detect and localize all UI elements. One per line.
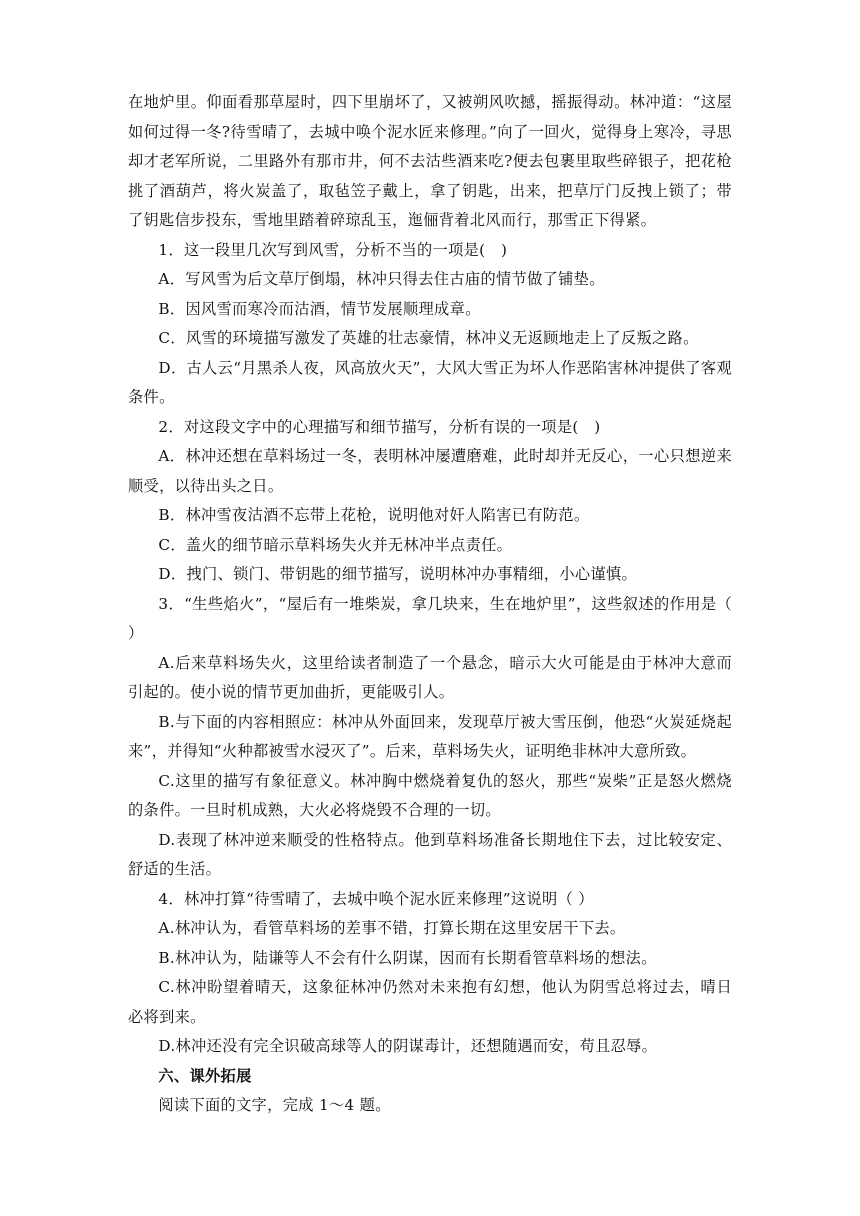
- question-2-option-a: A．林冲还想在草料场过一冬，表明林冲屡遭磨难，此时却并无反心，一心只想逆来顺受，以待出头之日。: [128, 447, 732, 495]
- question-4-option-d: D.林冲还没有完全识破高球等人的阴谋毒计，还想随遇而安，苟且忍辱。: [158, 1037, 658, 1055]
- section-heading: 六、课外拓展: [158, 1066, 252, 1085]
- question-3-option-a: A.后来草料场失火，这里给读者制造了一个悬念，暗示大火可能是由于林冲大意而引起的。使小说的情节更加曲折，更能吸引人。: [128, 653, 732, 701]
- question-4-option-a: A.林冲认为，看管草料场的差事不错，打算长期在这里安居干下去。: [158, 919, 626, 937]
- document-body: [128, 88, 732, 1121]
- question-2-option-d: D．拽门、锁门、带钥匙的细节描写，说明林冲办事精细，小心谨慎。: [158, 565, 638, 583]
- question-4-option-b: B.林冲认为，陆谦等人不会有什么阴谋，因而有长期看管草料场的想法。: [158, 948, 657, 967]
- question-3-option-c: C.这里的描写有象征意义。林冲胸中燃烧着复仇的怒火，那些“炭柴”正是怒火燃烧的条件。一旦时机成熟，大火必将烧毁不合理的一切。: [128, 771, 732, 819]
- question-1-option-d: D．古人云“月黑杀人夜，风高放火天”，大风大雪正为坏人作恶陷害林冲提供了客观条件。: [128, 358, 732, 406]
- question-4-stem: 4．林冲打算“待雪晴了，去城中唤个泥水匠来修理”这说明（ ）: [158, 889, 594, 908]
- question-4-option-c: C.林冲盼望着晴天，这象征林冲仍然对未来抱有幻想，他认为阴雪总将过去，晴日必将到来。: [128, 978, 732, 1026]
- question-3-stem: 3．“生些焰火”，“屋后有一堆柴炭，拿几块来，生在地炉里”，这些叙述的作用是（ ）: [128, 594, 732, 642]
- question-1-option-b: B．因风雪而寒冷而沽酒，情节发展顺理成章。: [158, 299, 481, 318]
- question-2-option-b: B．林冲雪夜沽酒不忘带上花枪，说明他对奸人陷害已有防范。: [158, 506, 590, 524]
- question-3-option-b: B.与下面的内容相照应：林冲从外面回来，发现草厅被大雪压倒，他恐“火炭延烧起来”，并得知“火种都被雪水浸灭了”。后来，草料场失火，证明绝非林冲大意所致。: [128, 712, 732, 760]
- question-3-option-d: D.表现了林冲逆来顺受的性格特点。他到草料场准备长期地住下去，过比较安定、舒适的生活。: [128, 830, 732, 878]
- question-1-stem: 1．这一段里几次写到风雪，分析不当的一项是( ): [158, 240, 508, 259]
- question-1-option-a: A．写风雪为后文草厅倒塌，林冲只得去住古庙的情节做了铺垫。: [158, 270, 605, 288]
- question-2-option-c: C．盖火的细节暗示草料场失火并无林冲半点责任。: [158, 535, 513, 554]
- question-1-option-c: C．风雪的环境描写激发了英雄的壮志豪情，林冲义无返顾地走上了反叛之路。: [158, 329, 699, 347]
- passage-text: 在地炉里。仰面看那草屋时，四下里崩坏了，又被朔风吹撼，摇振得动。林冲道：“这屋如何过得一冬?待雪晴了，去城中唤个泥水匠来修理。”向了一回火，觉得身上寒冷，寻思却才老军所说，二里路外有那市井，何不去沽些酒来吃?便去包裹里取些碎银子，把花枪挑了酒葫芦，将火炭盖了，取毡笠子戴上，拿了钥匙，出来，把草厅门反拽上锁了；带了钥匙信步投东，雪地里踏着碎琼乱玉，迤俪背着北风而行，那雪正下得紧。: [128, 93, 732, 229]
- question-2-stem: 2．对这段文字中的心理描写和细节描写，分析有误的一项是( ): [158, 417, 601, 436]
- section-instruction: 阅读下面的文字，完成 1～4 题。: [158, 1096, 391, 1114]
